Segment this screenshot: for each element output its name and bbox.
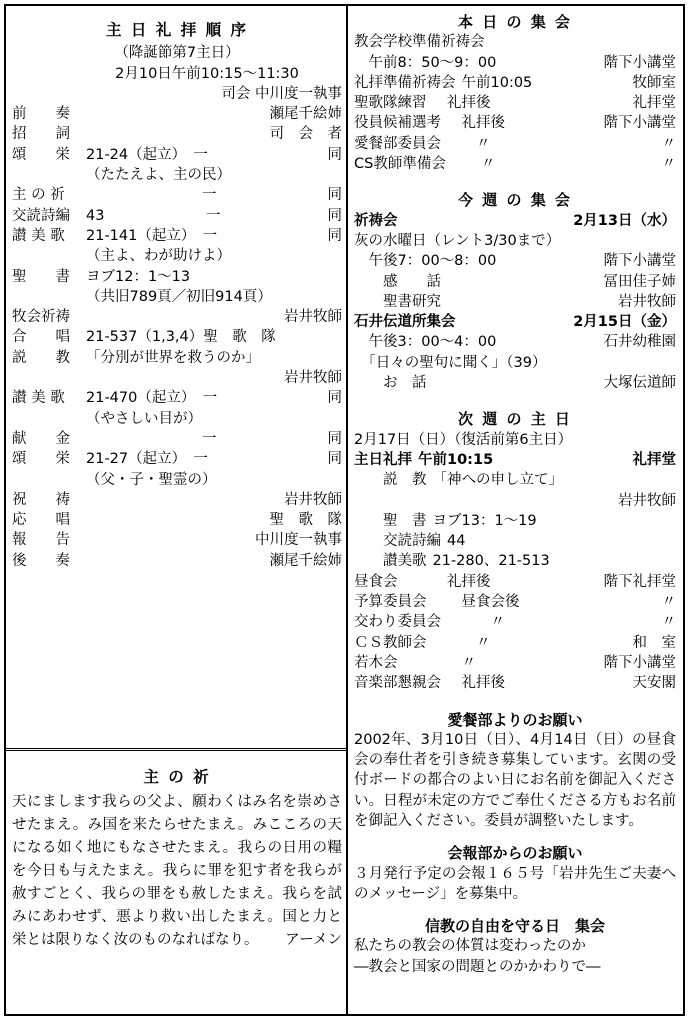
order-detail: （共旧789頁／初旧914頁）	[86, 288, 272, 305]
order-label: 後 奏	[12, 552, 70, 569]
meeting-place: 階下小講堂	[603, 115, 676, 132]
meeting-row	[354, 272, 676, 292]
order-label	[12, 470, 86, 490]
meeting-name: 礼拝準備祈祷会	[354, 74, 456, 91]
meeting-time: 〃	[432, 634, 491, 651]
order-label: 招 詞	[12, 126, 70, 143]
meeting-row	[354, 572, 676, 592]
meeting-time: 44	[447, 533, 466, 550]
meeting-time	[496, 251, 603, 271]
order-label: 牧会祈祷	[12, 309, 70, 326]
meeting-row	[354, 134, 691, 154]
notice3-title: 信教の自由を守る日 集会	[424, 917, 605, 936]
notice2-title: 会報部からのお願い	[447, 844, 583, 863]
order-detail: 43 一	[86, 207, 221, 224]
meeting-time	[456, 312, 574, 332]
meeting-name: 音楽部懇親会	[354, 675, 441, 692]
order-label	[12, 368, 86, 388]
order-label: 聖 書	[12, 268, 70, 285]
meeting-place: 2月15日（金）	[573, 314, 676, 331]
meeting-time	[354, 491, 618, 511]
worship-order-title: 主 日 礼 拝 順 序	[106, 21, 248, 39]
meeting-time	[398, 211, 574, 231]
today-title: 本 日 の 集 会	[458, 13, 572, 31]
meeting-place: 岩井牧師	[618, 492, 676, 509]
meeting-time: 昼食会後	[432, 594, 520, 611]
meeting-name: 予算委員会	[354, 594, 427, 611]
lords-prayer	[12, 766, 342, 952]
order-detail: 21-537（1,3,4）聖 歌 隊	[86, 329, 276, 346]
section-divider	[4, 748, 346, 751]
meeting-place: 〃	[661, 156, 691, 173]
order-label: 頌 栄	[12, 451, 70, 468]
meeting-time	[496, 332, 603, 352]
order-label	[12, 246, 86, 266]
order-leader: 瀬尾千絵姉	[269, 106, 342, 123]
order-row	[12, 490, 342, 510]
order-leader: 司 会 者	[269, 126, 342, 143]
order-leader: 中川度一執事	[255, 532, 342, 549]
meeting-row	[354, 531, 676, 551]
meeting-time: ヨブ13：1～19	[432, 512, 537, 529]
meeting-name: 「日々の聖句に聞く」（39）	[354, 354, 547, 371]
meeting-row	[354, 211, 676, 231]
meeting-place: 〃	[661, 594, 691, 611]
worship-order-list	[12, 104, 342, 571]
meeting-time: 〃	[447, 135, 491, 152]
announcements	[354, 12, 691, 977]
order-leader: 瀬尾千絵姉	[269, 552, 342, 569]
order-leader: 同	[327, 187, 342, 204]
meeting-row	[354, 551, 676, 571]
prayer-body: 天にまします我らの父よ、願わくはみ名を崇めさせたまえ。み国を来たらせたまえ。みこころの天になる如く地にもなさせたまえ。我らの日用の糧を今日も与えたまえ。我らに罪を犯す者を我らが赦すごとく、我らの罪をも赦したまえ。我らを試みにあわせず、悪より救い出したまえ。国と力と栄とは限りなく汝のものなればなり。	[12, 794, 342, 948]
meeting-name: CS教師準備会	[354, 156, 446, 173]
order-leader: 同	[327, 146, 342, 163]
meeting-row	[354, 373, 676, 393]
worship-order-subtitle: （降誕節第7主日）	[114, 45, 240, 62]
notice2-text: ３月発行予定の会報１６５号「岩井先生ご夫妻へのメッセージ」を募集中。	[354, 865, 676, 902]
order-row	[12, 165, 342, 185]
order-label: 献 金	[12, 430, 70, 447]
order-detail: 一	[86, 187, 217, 204]
meeting-name: 讃美歌	[354, 553, 427, 570]
meeting-name: 教会学校準備祈祷会	[354, 34, 485, 51]
meeting-time: 21-280、21-513	[432, 553, 550, 570]
order-row	[12, 327, 342, 347]
week-title: 今 週 の 集 会	[458, 191, 572, 210]
order-detail: 21-27（起立） 一	[86, 451, 208, 468]
order-detail: 21-24（起立） 一	[86, 146, 208, 163]
meeting-name: 説 教	[354, 472, 427, 489]
meeting-name: 昼食会	[354, 573, 398, 590]
meeting-place: 階下小講堂	[603, 654, 676, 671]
meeting-place: 石井幼稚園	[603, 334, 676, 351]
order-detail	[86, 307, 284, 327]
order-label: 讃 美 歌	[12, 390, 65, 407]
meeting-place: 階下礼拝堂	[603, 573, 676, 590]
order-row	[12, 551, 342, 571]
order-label: 説 教	[12, 349, 70, 366]
order-detail: （やさしい目が）	[86, 410, 202, 427]
meeting-time: 〃	[403, 654, 476, 671]
meeting-row	[354, 113, 676, 133]
order-leader: 同	[327, 451, 342, 468]
order-detail	[86, 490, 284, 510]
order-detail	[86, 551, 270, 571]
order-detail	[86, 530, 255, 550]
meeting-name: 聖 書	[354, 512, 427, 529]
meeting-name: 感 話	[354, 273, 441, 290]
worship-date: 2月10日午前10:15～11:30	[115, 65, 299, 82]
notice3-line2: ―教会と国家の問題とのかかわりで―	[354, 958, 601, 975]
meeting-time	[546, 353, 676, 373]
order-detail	[86, 124, 270, 144]
order-detail: 一	[86, 430, 217, 447]
meeting-name: 交読詩編	[354, 533, 441, 550]
meeting-row	[354, 633, 676, 653]
today-list	[354, 32, 691, 174]
prayer-amen: アーメン	[285, 932, 342, 948]
meeting-time	[427, 373, 604, 393]
next-date: 2月17日（日）（復活前第6主日）	[354, 431, 573, 448]
order-row	[12, 348, 342, 368]
meeting-time: 礼拝後	[432, 95, 491, 112]
order-detail: 21-141（起立） 一	[86, 227, 218, 244]
meeting-time	[485, 32, 677, 52]
order-leader: 聖 歌 隊	[269, 512, 342, 529]
order-label: 祝 祷	[12, 491, 70, 508]
order-leader: 岩井牧師	[284, 309, 342, 326]
meeting-time	[496, 53, 603, 73]
meeting-name: 交わり委員会	[354, 614, 441, 631]
meeting-name: 聖書研究	[354, 293, 441, 310]
meeting-place: 階下小講堂	[603, 253, 676, 270]
meeting-row	[354, 673, 676, 693]
meeting-name: 若木会	[354, 654, 398, 671]
next-title: 次 週 の 主 日	[458, 410, 572, 429]
meeting-time: 礼拝後	[403, 573, 491, 590]
meeting-place: 天安閣	[632, 675, 676, 692]
notice3-line1: 私たちの教会の体質は変わったのか	[354, 938, 586, 955]
order-leader: 同	[327, 430, 342, 447]
order-row	[12, 388, 342, 408]
meeting-row	[354, 93, 676, 113]
order-row	[12, 206, 342, 226]
meeting-time	[560, 231, 676, 251]
meeting-row	[354, 491, 676, 511]
order-label: 交読詩編	[12, 207, 70, 224]
meeting-row	[354, 653, 676, 673]
meeting-place: 礼拝堂	[632, 451, 676, 468]
meeting-name: 灰の水曜日（レント3/30まで）	[354, 232, 561, 249]
meeting-row	[354, 332, 676, 352]
meeting-name: 祈祷会	[354, 212, 398, 229]
order-row	[12, 287, 342, 307]
order-row	[12, 307, 342, 327]
order-detail	[86, 510, 270, 530]
order-row	[12, 429, 342, 449]
order-row	[12, 510, 342, 530]
meeting-place: 階下小講堂	[603, 54, 676, 71]
meeting-row	[354, 612, 691, 632]
order-detail	[86, 104, 270, 124]
meeting-place: 〃	[661, 135, 691, 152]
notice1-text: 2002年、3月10日（日）、4月14日（日）の昼食会の奉仕者を引き続き募集しています。玄関の受付ボードの都合のよい日にお名前を御記入ください。日程が未定の方でご奉仕くださる方もお名前を御記入ください。委員が調整いたします。	[354, 731, 676, 829]
prayer-title: 主 の 祈	[143, 768, 211, 786]
order-row	[12, 530, 342, 550]
order-detail: 21-470（起立） 一	[86, 390, 218, 407]
meeting-name: ＣＳ教師会	[354, 634, 427, 651]
order-label	[12, 409, 86, 429]
order-detail: （父・子・聖霊の）	[86, 471, 217, 488]
column-divider	[346, 4, 348, 1016]
meeting-place: 〃	[661, 614, 691, 631]
meeting-row	[354, 251, 676, 271]
order-label	[12, 165, 86, 185]
order-row	[12, 267, 342, 287]
order-row	[12, 246, 342, 266]
next-list	[354, 450, 691, 694]
order-detail	[86, 368, 284, 388]
order-detail: （たたえよ、主の民）	[86, 167, 231, 184]
meeting-time: 礼拝後	[447, 675, 505, 692]
meeting-row	[354, 32, 676, 52]
meeting-place: 2月13日（水）	[573, 212, 676, 229]
order-row	[12, 449, 342, 469]
order-label: 頌 栄	[12, 146, 70, 163]
order-leader: 同	[327, 227, 342, 244]
meeting-name: 午後3：00～4：00	[354, 334, 497, 351]
meeting-name: 石井伝道所集会	[354, 314, 456, 331]
meeting-time: 「神への申し立て」	[432, 472, 563, 489]
meeting-name: 聖歌隊練習	[354, 95, 427, 112]
order-label	[12, 287, 86, 307]
prayer-text	[12, 791, 342, 952]
meeting-time: 午前10:15	[418, 451, 494, 468]
meeting-name: お 話	[354, 375, 427, 392]
order-row	[12, 470, 342, 490]
order-label: 主 の 祈	[12, 187, 65, 204]
meeting-name: 午後7：00～8：00	[354, 253, 497, 270]
meeting-row	[354, 231, 676, 251]
order-label: 応 唱	[12, 512, 70, 529]
meeting-row	[354, 511, 676, 531]
worship-presider: 司会 中川度一執事	[221, 85, 342, 102]
meeting-name: 午前8：50～9：00	[354, 54, 497, 71]
worship-order	[12, 20, 342, 571]
order-leader: 同	[327, 390, 342, 407]
meeting-place: 礼拝堂	[632, 95, 676, 112]
meeting-time	[441, 272, 604, 292]
order-row	[12, 145, 342, 165]
order-leader: 同	[327, 207, 342, 224]
meeting-time: 礼拝後	[447, 115, 505, 132]
order-label: 報 告	[12, 532, 70, 549]
order-row	[12, 104, 342, 124]
order-label: 讃 美 歌	[12, 227, 65, 244]
meeting-place: 岩井牧師	[618, 293, 676, 310]
order-detail: （主よ、わが助けよ）	[86, 248, 231, 265]
order-row	[12, 124, 342, 144]
order-row	[12, 409, 342, 429]
order-detail: ヨブ12：1～13	[86, 268, 191, 285]
meeting-row	[354, 73, 676, 93]
meeting-row	[354, 312, 676, 332]
order-label: 前 奏	[12, 106, 70, 123]
meeting-name: 愛餐部委員会	[354, 135, 441, 152]
order-leader: 岩井牧師	[284, 370, 342, 387]
order-row	[12, 226, 342, 246]
meeting-time: 〃	[451, 156, 496, 173]
meeting-row	[354, 154, 691, 174]
meeting-row	[354, 450, 676, 470]
order-detail: 「分別が世界を救うのか」	[86, 349, 260, 366]
meeting-row	[354, 292, 676, 312]
order-label: 合 唱	[12, 329, 70, 346]
meeting-name: 主日礼拝	[354, 451, 412, 468]
order-row	[12, 368, 342, 388]
meeting-time: 〃	[447, 614, 505, 631]
week-list	[354, 211, 676, 394]
meeting-row	[354, 470, 676, 490]
meeting-row	[354, 592, 691, 612]
meeting-place: 大塚伝道師	[603, 375, 676, 392]
meeting-row	[354, 353, 676, 373]
order-leader: 岩井牧師	[284, 491, 342, 508]
meeting-place: 和 室	[632, 634, 676, 651]
order-row	[12, 185, 342, 205]
meeting-time	[441, 292, 618, 312]
notice1-title: 愛餐部よりのお願い	[447, 710, 583, 729]
meeting-name: 役員候補選考	[354, 115, 441, 132]
meeting-place: 冨田佳子姉	[603, 273, 676, 290]
meeting-place: 牧師室	[632, 74, 676, 91]
meeting-time: 午前10:05	[461, 74, 533, 91]
meeting-row	[354, 53, 676, 73]
